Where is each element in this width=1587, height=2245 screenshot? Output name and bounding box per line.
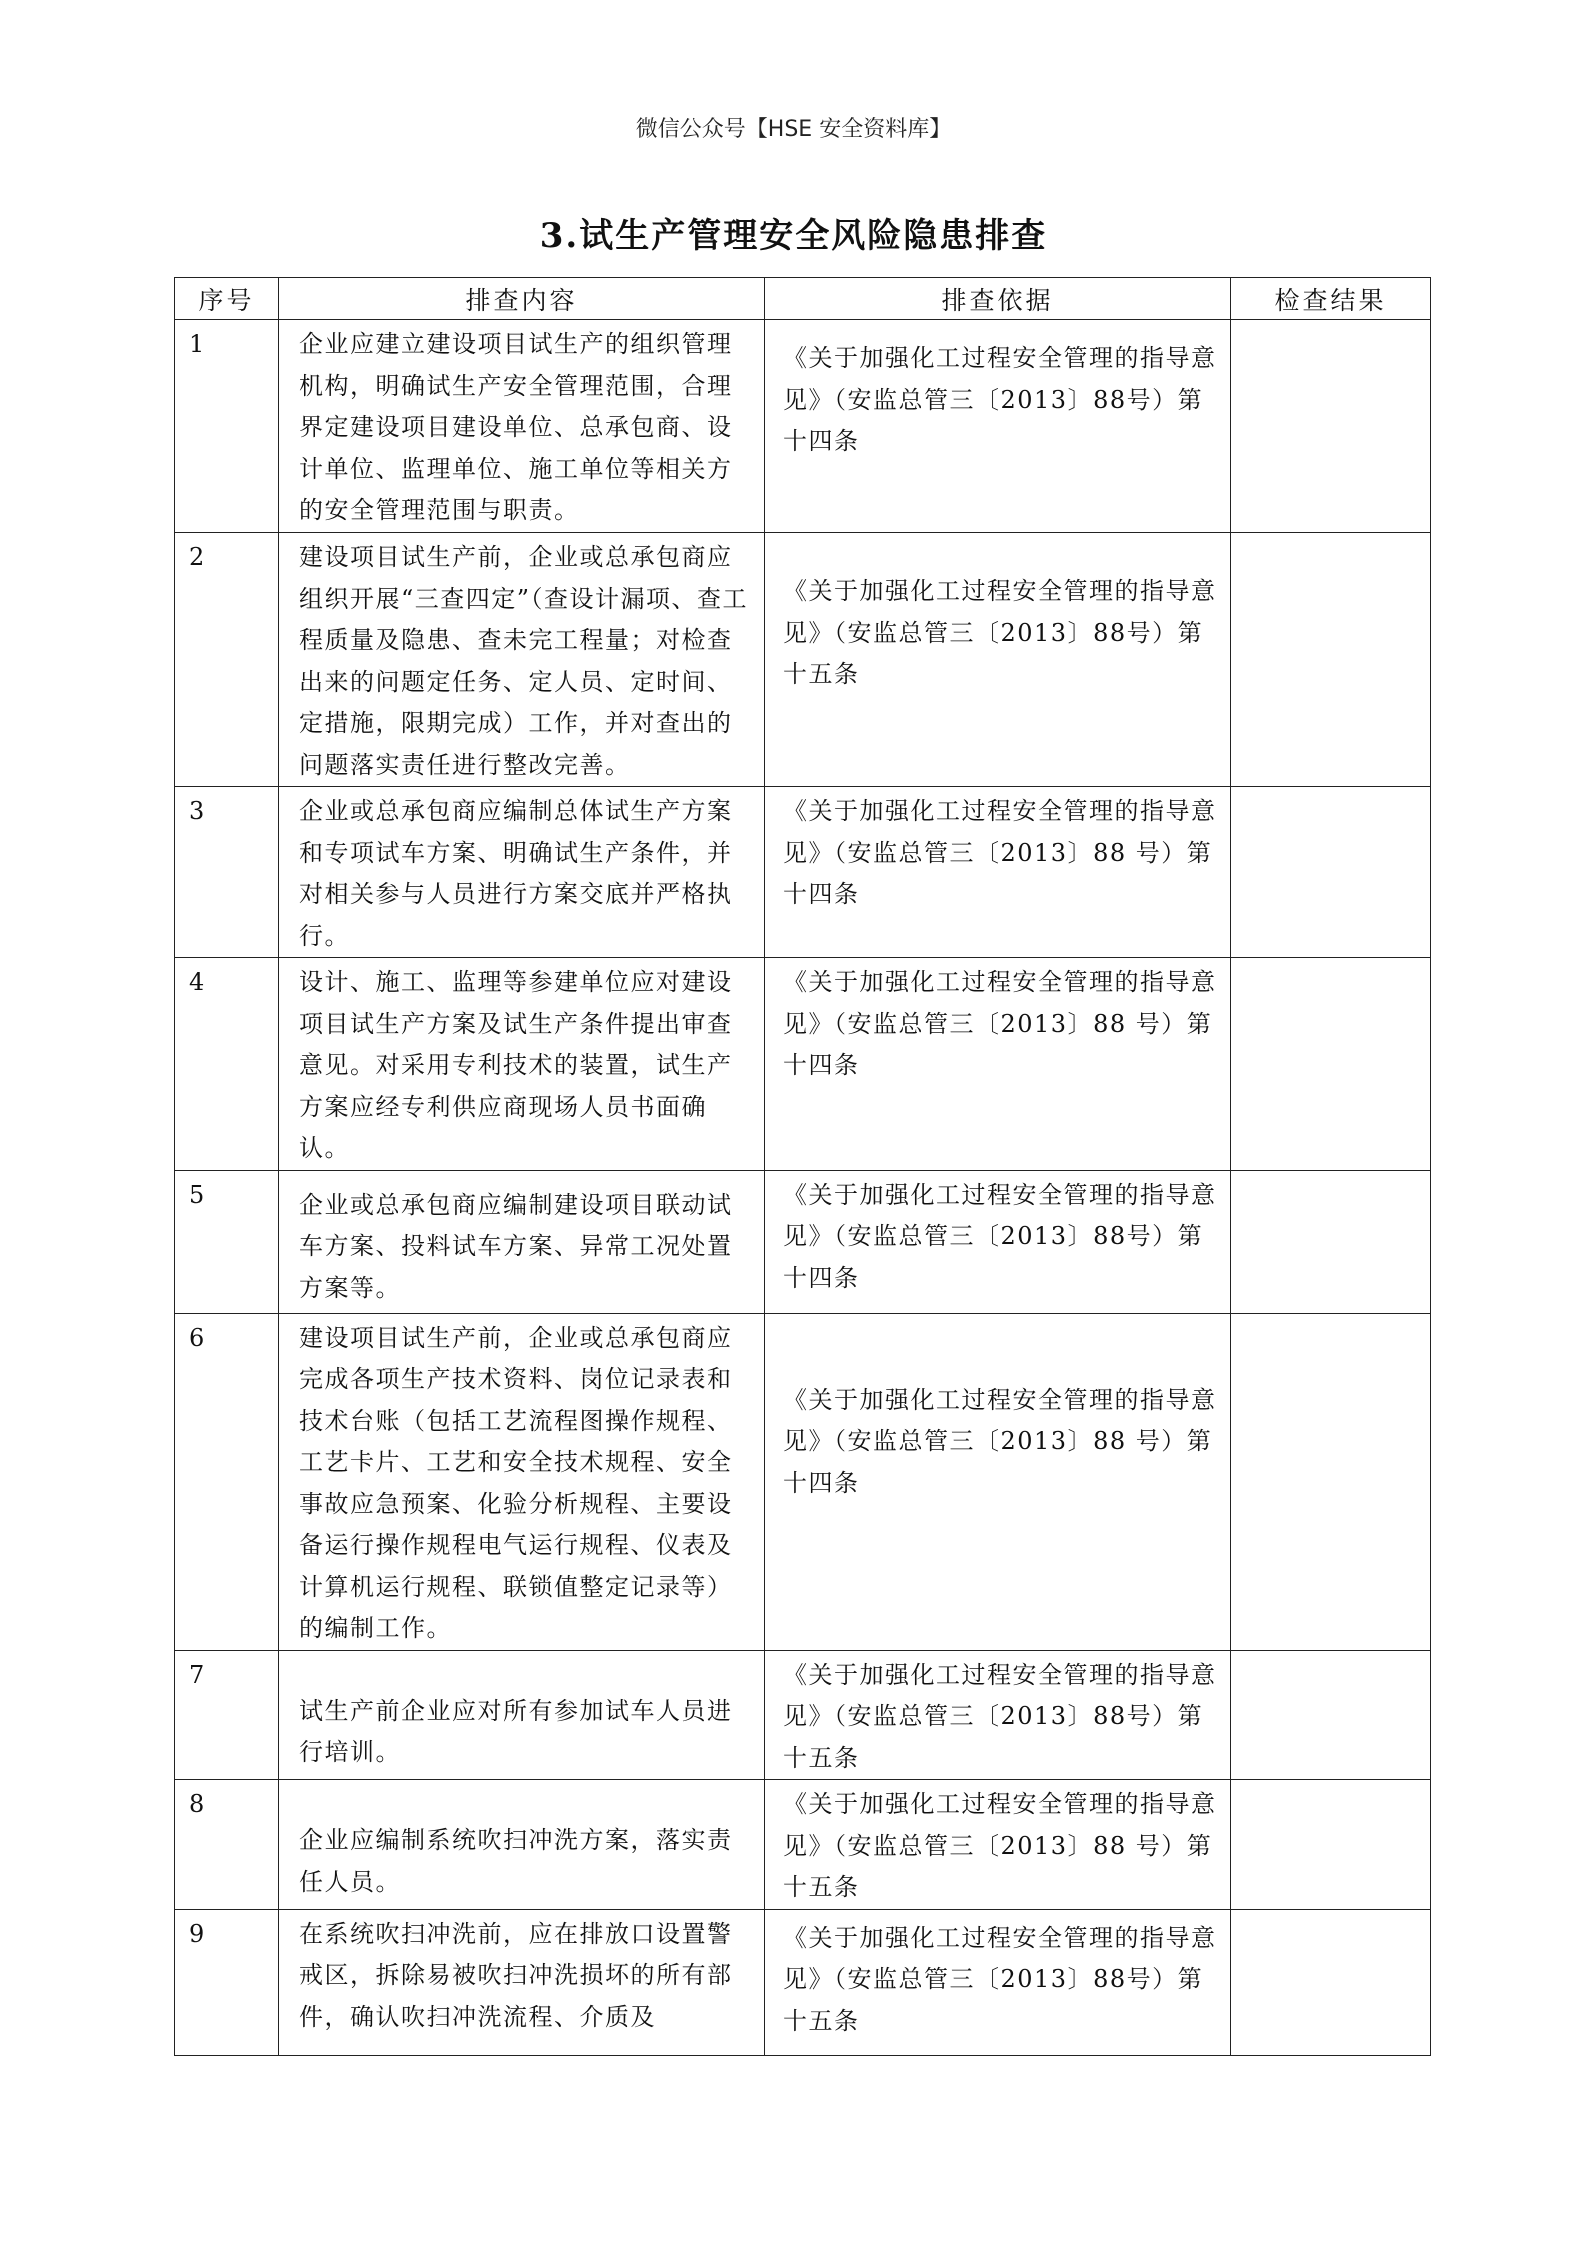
page-title: 3.试生产管理安全风险隐患排查	[539, 216, 1048, 256]
row-basis: 《关于加强化工过程安全管理的指导意见》（安监总管三〔2013〕88 号）第十五条	[765, 1780, 1231, 1910]
row-content: 企业或总承包商应编制建设项目联动试车方案、投料试车方案、异常工况处置方案等。	[279, 1170, 765, 1313]
row-result[interactable]	[1231, 1909, 1431, 2055]
row-content: 企业应编制系统吹扫冲洗方案，落实责任人员。	[279, 1780, 765, 1910]
row-result[interactable]	[1231, 958, 1431, 1171]
row-basis: 《关于加强化工过程安全管理的指导意见》（安监总管三〔2013〕88 号）第十四条	[765, 958, 1231, 1171]
column-header-result: 检查结果	[1231, 278, 1431, 320]
row-result[interactable]	[1231, 320, 1431, 533]
row-content: 企业或总承包商应编制总体试生产方案和专项试车方案、明确试生产条件，并对相关参与人员进行方案交底并严格执行。	[279, 787, 765, 958]
inspection-table	[174, 277, 1431, 2056]
row-content: 建设项目试生产前，企业或总承包商应组织开展“三查四定”（查设计漏项、查工程质量及隐患、查未完工程量；对检查出来的问题定任务、定人员、定时间、定措施，限期完成）工作，并对查出的问题落实责任进行整改完善。	[279, 533, 765, 787]
table-row	[175, 533, 1431, 787]
row-number: 4	[175, 958, 279, 1171]
row-number: 3	[175, 787, 279, 958]
row-number: 2	[175, 533, 279, 787]
row-number: 5	[175, 1170, 279, 1313]
table-row	[175, 787, 1431, 958]
row-number: 1	[175, 320, 279, 533]
row-content: 在系统吹扫冲洗前，应在排放口设置警戒区，拆除易被吹扫冲洗损坏的所有部件，确认吹扫冲洗流程、介质及	[279, 1909, 765, 2055]
table-header-row	[175, 278, 1431, 320]
row-basis: 《关于加强化工过程安全管理的指导意见》（安监总管三〔2013〕88号）第十四条	[765, 320, 1231, 533]
row-result[interactable]	[1231, 533, 1431, 787]
row-result[interactable]	[1231, 1780, 1431, 1910]
row-basis: 《关于加强化工过程安全管理的指导意见》（安监总管三〔2013〕88 号）第十四条	[765, 1313, 1231, 1650]
row-number: 7	[175, 1650, 279, 1780]
row-basis: 《关于加强化工过程安全管理的指导意见》（安监总管三〔2013〕88号）第十五条	[765, 1909, 1231, 2055]
table-row	[175, 958, 1431, 1171]
row-basis: 《关于加强化工过程安全管理的指导意见》（安监总管三〔2013〕88号）第十四条	[765, 1170, 1231, 1313]
row-basis: 《关于加强化工过程安全管理的指导意见》（安监总管三〔2013〕88号）第十五条	[765, 533, 1231, 787]
row-content: 建设项目试生产前，企业或总承包商应完成各项生产技术资料、岗位记录表和技术台账（包括工艺流程图操作规程、工艺卡片、工艺和安全技术规程、安全事故应急预案、化验分析规程、主要设备运行操作规程电气运行规程、仪表及计算机运行规程、联锁值整定记录等）的编制工作。	[279, 1313, 765, 1650]
column-header-no: 序号	[175, 278, 279, 320]
row-basis: 《关于加强化工过程安全管理的指导意见》（安监总管三〔2013〕88号）第十五条	[765, 1650, 1231, 1780]
table-row	[175, 1780, 1431, 1910]
table-row	[175, 1170, 1431, 1313]
table-row	[175, 1313, 1431, 1650]
column-header-basis: 排查依据	[765, 278, 1231, 320]
row-content: 设计、施工、监理等参建单位应对建设项目试生产方案及试生产条件提出审查意见。对采用专利技术的装置，试生产方案应经专利供应商现场人员书面确认。	[279, 958, 765, 1171]
table-row	[175, 320, 1431, 533]
row-result[interactable]	[1231, 1313, 1431, 1650]
row-content: 试生产前企业应对所有参加试车人员进行培训。	[279, 1650, 765, 1780]
row-number: 9	[175, 1909, 279, 2055]
row-result[interactable]	[1231, 1650, 1431, 1780]
row-number: 8	[175, 1780, 279, 1910]
column-header-content: 排查内容	[279, 278, 765, 320]
row-result[interactable]	[1231, 1170, 1431, 1313]
page-header: 微信公众号【HSE 安全资料库】	[635, 117, 952, 142]
row-basis: 《关于加强化工过程安全管理的指导意见》（安监总管三〔2013〕88 号）第十四条	[765, 787, 1231, 958]
row-number: 6	[175, 1313, 279, 1650]
row-content: 企业应建立建设项目试生产的组织管理机构，明确试生产安全管理范围，合理界定建设项目建设单位、总承包商、设计单位、监理单位、施工单位等相关方的安全管理范围与职责。	[279, 320, 765, 533]
table-row	[175, 1909, 1431, 2055]
table-row	[175, 1650, 1431, 1780]
row-result[interactable]	[1231, 787, 1431, 958]
